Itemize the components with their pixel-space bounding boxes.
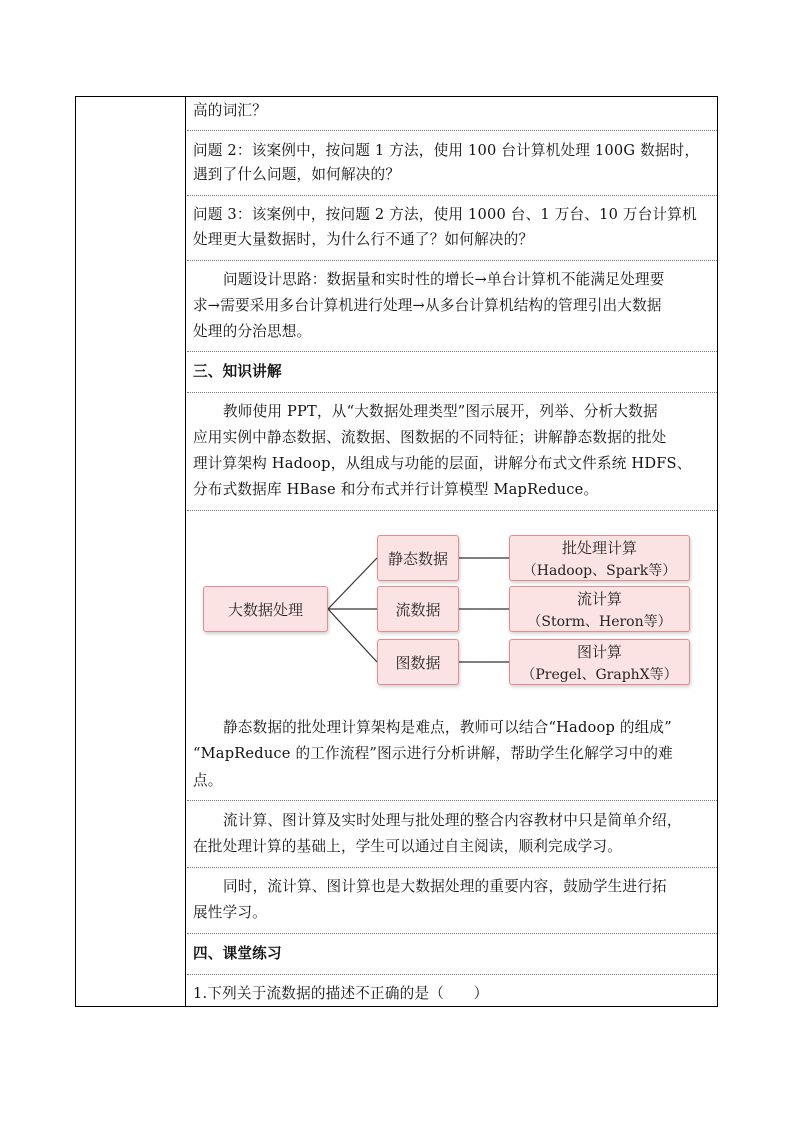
paragraph-divider [187,867,717,868]
root-node-label: 大数据处理 [227,600,303,619]
lecture-line: 应用实例中静态数据、流数据、图数据的不同特征；讲解静态数据的批处 [193,429,667,446]
data-type-label: 流数据 [395,600,441,619]
paragraph-divider [187,392,717,393]
compute-examples: （Pregel、GraphX等） [521,666,678,683]
connector-root-graph [328,609,377,662]
lesson-table [75,96,718,1007]
design-idea-line: 处理的分治思想。 [193,323,312,340]
paragraph-divider [187,260,717,261]
question-2-line: 遇到了什么问题，如何解决的？ [193,166,401,183]
paragraph-line: 高的词汇？ [193,102,267,119]
lecture-line: 教师使用 PPT，从“大数据处理类型”图示展开，列举、分析大数据 [223,403,658,420]
paragraph-divider [187,195,717,196]
difficulty-line: “MapReduce 的工作流程”图示进行分析讲解，帮助学生化解学习中的难 [193,745,673,762]
paragraph-divider [187,800,717,801]
paragraph-divider [187,351,717,352]
compute-node-stream [509,586,690,632]
design-idea-line: 求→需要采用多台计算机进行处理→从多台计算机结构的管理引出大数据 [193,297,662,314]
question-3-line: 问题 3：该案例中，按问题 2 方法，使用 1000 台、1 万台、10 万台计算机 [193,206,697,223]
data-type-node-graph [377,639,459,685]
compute-label: 批处理计算 [561,538,637,557]
self-study-line: 在批处理计算的基础上，学生可以通过自主阅读，顺利完成学习。 [193,838,623,855]
compute-label: 流计算 [576,589,622,608]
lecture-line: 理计算架构 Hadoop，从组成与功能的层面，讲解分布式文件系统 HDFS、 [193,455,692,472]
data-type-node-static [377,535,459,581]
lecture-line: 分布式数据库 HBase 和分布式并行计算模型 MapReduce。 [193,481,599,498]
big-data-processing-diagram [187,525,717,695]
paragraph-divider [187,130,717,131]
compute-examples: （Storm、Heron等） [527,613,672,630]
paragraph-divider [187,510,717,511]
self-study-line: 流计算、图计算及实时处理与批处理的整合内容教材中只是简单介绍， [223,812,682,829]
connector-root-static [328,558,377,609]
difficulty-line: 点。 [193,772,223,789]
section-heading-knowledge: 三、知识讲解 [193,363,282,380]
compute-label: 图计算 [576,642,622,661]
paragraph-divider [187,974,717,975]
table-content-column [187,97,717,1006]
practice-question-1: 1.下列关于流数据的描述不正确的是（ ） [193,985,489,1002]
compute-node-graph [509,639,690,685]
table-label-column [76,97,186,1006]
section-heading-practice: 四、课堂练习 [193,945,282,962]
paragraph-divider [187,933,717,934]
design-idea-line: 问题设计思路：数据量和实时性的增长→单台计算机不能满足处理要 [223,271,665,288]
data-type-label: 图数据 [395,653,441,672]
question-2-line: 问题 2：该案例中，按问题 1 方法，使用 100 台计算机处理 100G 数据时， [193,142,700,159]
extension-line: 同时，流计算、图计算也是大数据处理的重要内容，鼓励学生进行拓 [223,878,667,895]
difficulty-line: 静态数据的批处理计算架构是难点，教师可以结合“Hadoop 的组成” [223,719,672,736]
data-type-node-stream [377,586,459,632]
question-3-line: 处理更大量数据时，为什么行不通了？如何解决的？ [193,231,534,248]
compute-examples: （Hadoop、Spark等） [522,562,677,579]
extension-line: 展性学习。 [193,904,267,921]
data-type-label: 静态数据 [387,549,448,568]
root-node-big-data-processing [203,586,328,632]
compute-node-batch [509,535,690,581]
